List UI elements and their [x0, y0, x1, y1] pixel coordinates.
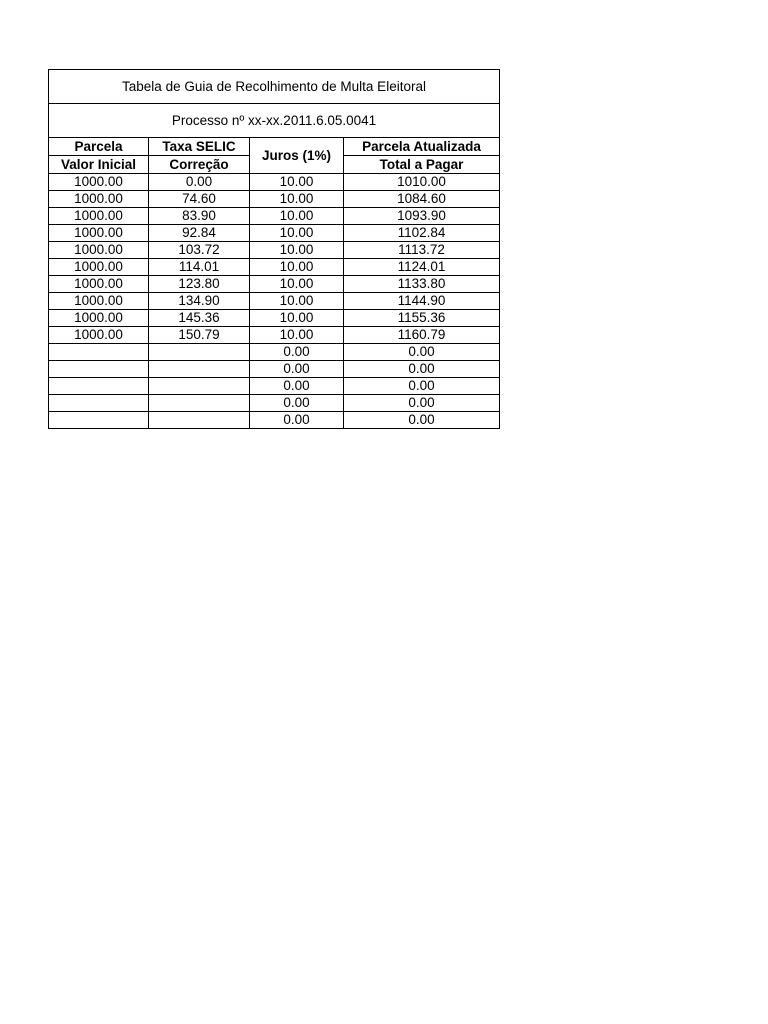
header-row-1 [49, 138, 500, 156]
cell-valor-inicial: 1000.00 [49, 310, 149, 327]
cell-correcao [149, 361, 250, 378]
cell-juros: 0.00 [250, 412, 344, 429]
cell-total: 1084.60 [344, 191, 500, 208]
cell-total: 1124.01 [344, 259, 500, 276]
fine-table [48, 69, 500, 429]
cell-correcao: 150.79 [149, 327, 250, 344]
cell-correcao [149, 395, 250, 412]
cell-correcao: 0.00 [149, 174, 250, 191]
cell-total: 1010.00 [344, 174, 500, 191]
table-row [49, 412, 500, 429]
cell-correcao: 103.72 [149, 242, 250, 259]
table-row [49, 310, 500, 327]
header-taxa-selic: Taxa SELIC [149, 138, 250, 156]
title-row [49, 70, 500, 104]
cell-total: 1144.90 [344, 293, 500, 310]
cell-total: 1133.80 [344, 276, 500, 293]
cell-juros: 10.00 [250, 310, 344, 327]
table-row [49, 344, 500, 361]
header-valor-inicial: Valor Inicial [49, 156, 149, 174]
cell-valor-inicial: 1000.00 [49, 191, 149, 208]
header-juros: Juros (1%) [250, 138, 344, 174]
cell-total: 0.00 [344, 378, 500, 395]
cell-correcao: 134.90 [149, 293, 250, 310]
cell-valor-inicial: 1000.00 [49, 208, 149, 225]
cell-correcao: 145.36 [149, 310, 250, 327]
table-row [49, 191, 500, 208]
cell-juros: 10.00 [250, 276, 344, 293]
cell-correcao [149, 412, 250, 429]
cell-correcao: 74.60 [149, 191, 250, 208]
cell-valor-inicial: 1000.00 [49, 242, 149, 259]
cell-valor-inicial [49, 412, 149, 429]
table-row [49, 327, 500, 344]
cell-correcao: 83.90 [149, 208, 250, 225]
header-parcela-atualizada: Parcela Atualizada [344, 138, 500, 156]
cell-valor-inicial: 1000.00 [49, 276, 149, 293]
cell-total: 0.00 [344, 395, 500, 412]
table-row [49, 293, 500, 310]
cell-juros: 10.00 [250, 174, 344, 191]
table-row [49, 378, 500, 395]
cell-juros: 10.00 [250, 225, 344, 242]
cell-valor-inicial: 1000.00 [49, 174, 149, 191]
cell-valor-inicial: 1000.00 [49, 225, 149, 242]
cell-juros: 0.00 [250, 361, 344, 378]
cell-correcao: 123.80 [149, 276, 250, 293]
cell-correcao: 114.01 [149, 259, 250, 276]
cell-juros: 10.00 [250, 208, 344, 225]
table-row [49, 174, 500, 191]
table-row [49, 225, 500, 242]
cell-juros: 0.00 [250, 344, 344, 361]
cell-valor-inicial [49, 395, 149, 412]
cell-juros: 10.00 [250, 327, 344, 344]
cell-correcao [149, 344, 250, 361]
cell-valor-inicial [49, 344, 149, 361]
cell-total: 1155.36 [344, 310, 500, 327]
cell-valor-inicial [49, 378, 149, 395]
process-row [49, 104, 500, 138]
cell-juros: 10.00 [250, 293, 344, 310]
cell-valor-inicial: 1000.00 [49, 327, 149, 344]
cell-valor-inicial [49, 361, 149, 378]
cell-valor-inicial: 1000.00 [49, 293, 149, 310]
header-parcela: Parcela [49, 138, 149, 156]
cell-total: 1160.79 [344, 327, 500, 344]
cell-correcao [149, 378, 250, 395]
cell-total: 0.00 [344, 361, 500, 378]
table-row [49, 276, 500, 293]
header-total-a-pagar: Total a Pagar [344, 156, 500, 174]
table-row [49, 395, 500, 412]
table-row [49, 208, 500, 225]
table-row [49, 259, 500, 276]
table-row [49, 242, 500, 259]
cell-valor-inicial: 1000.00 [49, 259, 149, 276]
process-number: Processo nº xx-xx.2011.6.05.0041 [49, 104, 500, 138]
cell-total: 0.00 [344, 412, 500, 429]
table-title: Tabela de Guia de Recolhimento de Multa Eleitoral [49, 70, 500, 104]
cell-total: 1102.84 [344, 225, 500, 242]
header-correcao: Correção [149, 156, 250, 174]
cell-correcao: 92.84 [149, 225, 250, 242]
cell-total: 1093.90 [344, 208, 500, 225]
cell-juros: 10.00 [250, 242, 344, 259]
table-row [49, 361, 500, 378]
cell-total: 0.00 [344, 344, 500, 361]
cell-juros: 10.00 [250, 259, 344, 276]
cell-juros: 0.00 [250, 378, 344, 395]
cell-juros: 0.00 [250, 395, 344, 412]
cell-juros: 10.00 [250, 191, 344, 208]
cell-total: 1113.72 [344, 242, 500, 259]
